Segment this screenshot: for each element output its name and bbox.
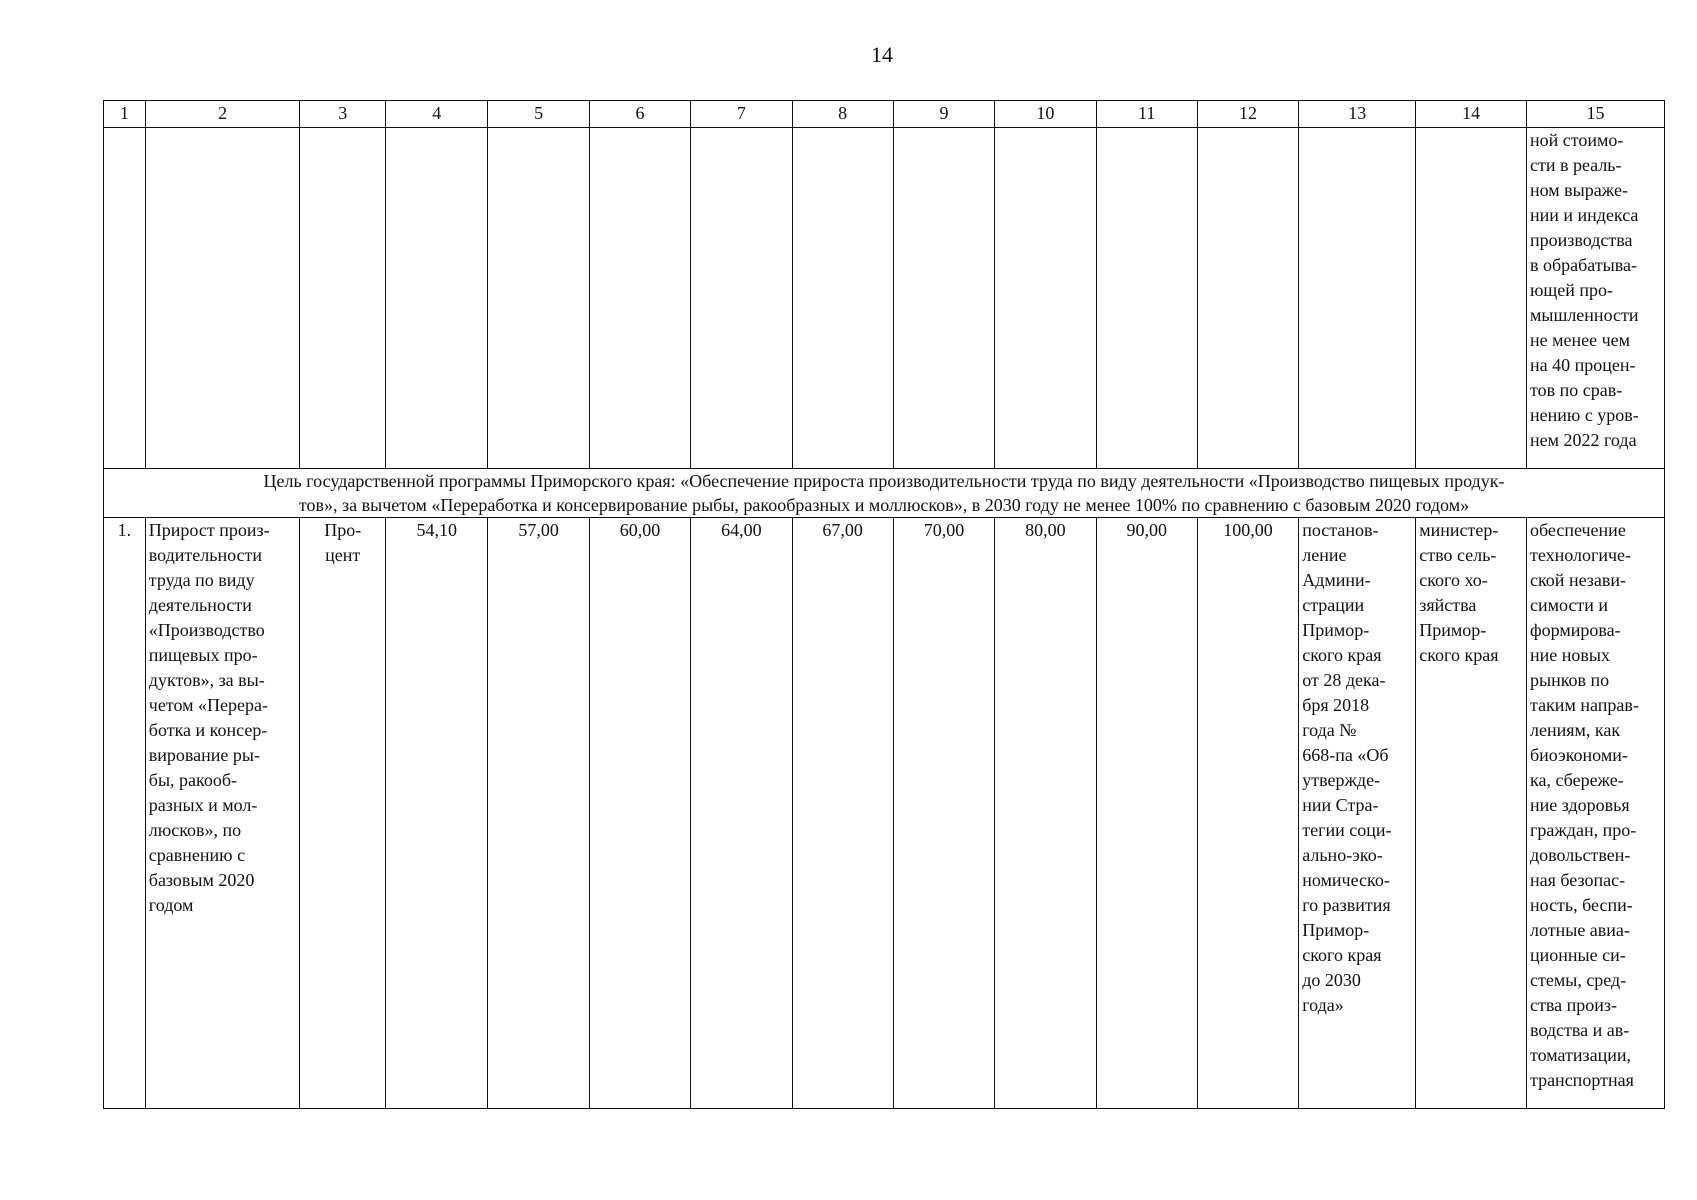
column-number: 6 bbox=[589, 101, 690, 128]
value-cell: 54,10 bbox=[386, 518, 488, 1109]
indicator-name: Прирост произ- водительности труда по виду деятельности «Производство пищевых про- дуктов», за вы- четом «Перера- ботка и консер- вирование ры- бы, ракооб- разных и мол- люсков», по сравнению с базовым 2020 годом bbox=[145, 518, 300, 1109]
column-number: 13 bbox=[1299, 101, 1416, 128]
program-goal-row bbox=[104, 469, 1665, 518]
column-number: 11 bbox=[1096, 101, 1197, 128]
empty-cell bbox=[1197, 128, 1298, 469]
empty-cell bbox=[104, 128, 146, 469]
empty-cell bbox=[995, 128, 1096, 469]
value-cell: 80,00 bbox=[995, 518, 1096, 1109]
indicator-row bbox=[104, 518, 1665, 1109]
page-number: 14 bbox=[871, 42, 893, 67]
column-number: 3 bbox=[300, 101, 386, 128]
row-number: 1. bbox=[104, 518, 146, 1109]
value-cell: 90,00 bbox=[1096, 518, 1197, 1109]
value-cell: 100,00 bbox=[1197, 518, 1298, 1109]
value-cell: 64,00 bbox=[691, 518, 792, 1109]
value-cell: 70,00 bbox=[893, 518, 994, 1109]
column-number: 1 bbox=[104, 101, 146, 128]
empty-cell bbox=[792, 128, 893, 469]
value-cell: 60,00 bbox=[589, 518, 690, 1109]
column-number: 12 bbox=[1197, 101, 1298, 128]
column-number: 8 bbox=[792, 101, 893, 128]
empty-cell bbox=[488, 128, 589, 469]
column-number: 2 bbox=[145, 101, 300, 128]
program-goal-line: тов», за вычетом «Переработка и консервирование рыбы, ракообразных и моллюсков», в 2030 году не менее 100% по сравнению с базовым 2020 годом» bbox=[298, 495, 1470, 515]
empty-cell bbox=[893, 128, 994, 469]
empty-cell bbox=[1299, 128, 1416, 469]
empty-cell bbox=[1416, 128, 1527, 469]
empty-cell bbox=[589, 128, 690, 469]
continuation-row bbox=[104, 128, 1665, 469]
column-number: 5 bbox=[488, 101, 589, 128]
program-goal-line: Цель государственной программы Приморского края: «Обеспечение прироста производительности труда по виду деятельности «Производство пищевых продук- bbox=[263, 471, 1505, 491]
unit-cell: Про- цент bbox=[300, 518, 386, 1109]
column-number: 7 bbox=[691, 101, 792, 128]
empty-cell bbox=[386, 128, 488, 469]
empty-cell bbox=[1096, 128, 1197, 469]
value-cell: 67,00 bbox=[792, 518, 893, 1109]
column-number: 10 bbox=[995, 101, 1096, 128]
column-number: 14 bbox=[1416, 101, 1527, 128]
empty-cell bbox=[145, 128, 300, 469]
column-number-row bbox=[104, 101, 1665, 128]
continued-result-cell: ной стоимо- сти в реаль- ном выраже- нии и индекса производства в обрабатыва- ющей про- мышленности не менее чем на 40 процен- тов по срав- нению с уров- нем 2022 года bbox=[1526, 128, 1664, 469]
empty-cell bbox=[300, 128, 386, 469]
empty-cell bbox=[691, 128, 792, 469]
indicators-table bbox=[103, 100, 1665, 1109]
column-number: 4 bbox=[386, 101, 488, 128]
result-cell: обеспечение технологиче- ской незави- симости и формирова- ние новых рынков по таким направ- лениям, как биоэкономи- ка, сбереже- ние здоровья граждан, про- довольствен- ная безопас- ность, беспи- лотные авиа- ционные си- стемы, сред- ства произ- водства и ав- томатизации, транспортная bbox=[1526, 518, 1664, 1109]
value-cell: 57,00 bbox=[488, 518, 589, 1109]
program-goal-cell bbox=[104, 469, 1665, 518]
responsible-body-cell: министер- ство сель- ского хо- зяйства Примор- ского края bbox=[1416, 518, 1527, 1109]
column-number: 9 bbox=[893, 101, 994, 128]
column-number: 15 bbox=[1526, 101, 1664, 128]
source-document-cell: постанов- ление Админи- страции Примор- ского края от 28 дека- бря 2018 года № 668-па «Об утвержде- нии Стра- тегии соци- ально-эко- номическо- го развития Примор- ского края до 2030 года» bbox=[1299, 518, 1416, 1109]
